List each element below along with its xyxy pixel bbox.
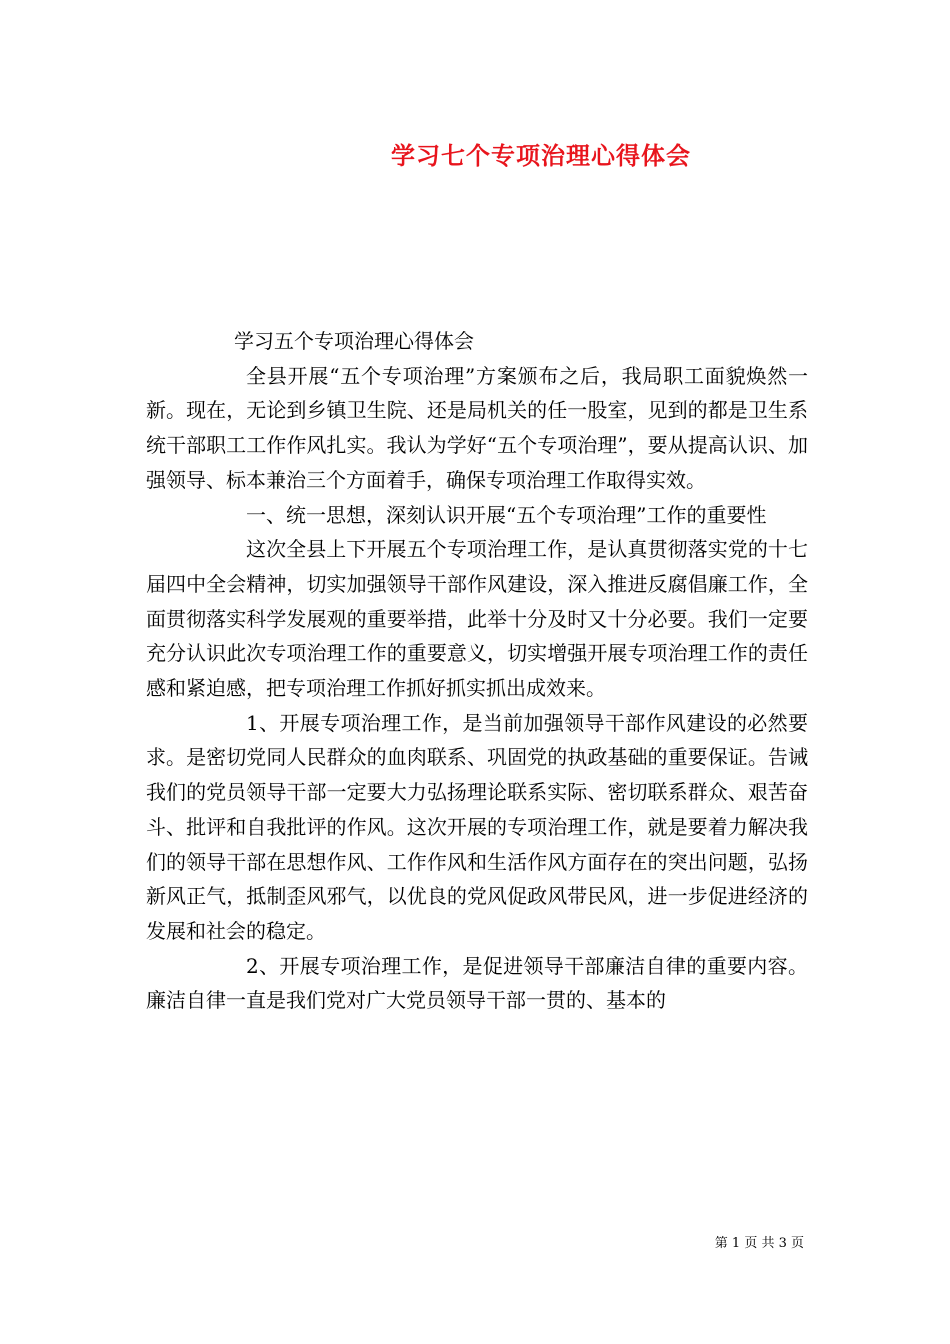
section-heading: 一、统一思想，深刻认识开展“五个专项治理”工作的重要性 bbox=[246, 502, 767, 527]
paragraph: 2、开展专项治理工作，是促进领导干部廉洁自律的重要内容。廉洁自律一直是我们党对广大党员领导干部一贯的、基本的 bbox=[146, 953, 808, 1013]
document-subtitle: 学习五个专项治理心得体会 bbox=[234, 329, 474, 353]
paragraph: 这次全县上下开展五个专项治理工作，是认真贯彻落实党的十七届四中全会精神，切实加强领导干部作风建设，深入推进反腐倡廉工作，全面贯彻落实科学发展观的重要举措，此举十分及时又十分必要。我们一定要充分认识此次专项治理工作的重要意义，切实增强开展专项治理工作的责任感和紧迫感，把专项治理工作抓好抓实抓出成效来。 bbox=[146, 537, 808, 701]
paragraph: 全县开展“五个专项治理”方案颁布之后，我局职工面貌焕然一新。现在，无论到乡镇卫生院、还是局机关的任一股室，见到的都是卫生系统干部职工工作作风扎实。我认为学好“五个专项治理”，要从提高认识、加强领导、标本兼治三个方面着手，确保专项治理工作取得实效。 bbox=[146, 363, 808, 492]
document-title: 学习七个专项治理心得体会 bbox=[391, 141, 691, 170]
document-body bbox=[146, 324, 808, 1018]
paragraph: 1、开展专项治理工作，是当前加强领导干部作风建设的必然要求。是密切党同人民群众的血肉联系、巩固党的执政基础的重要保证。告诫我们的党员领导干部一定要大力弘扬理论联系实际、密切联系群众、艰苦奋斗、批评和自我批评的作风。这次开展的专项治理工作，就是要着力解决我们的领导干部在思想作风、工作作风和生活作风方面存在的突出问题，弘扬新风正气，抵制歪风邪气，以优良的党风促政风带民风，进一步促进经济的发展和社会的稳定。 bbox=[146, 710, 808, 943]
page-number-footer: 第 1 页 共 3 页 bbox=[714, 1236, 804, 1251]
